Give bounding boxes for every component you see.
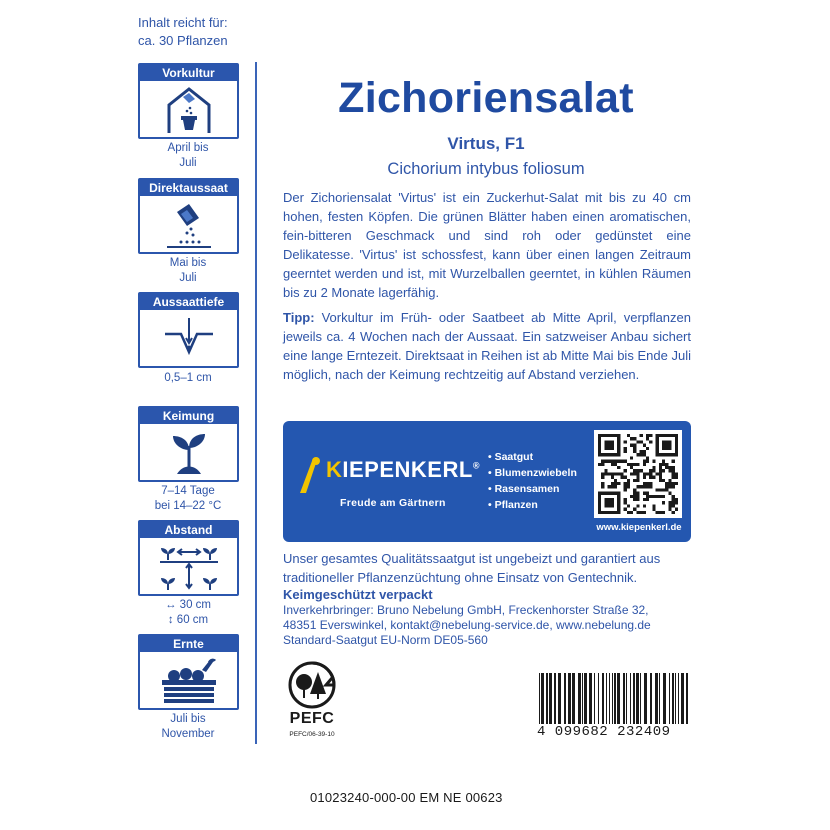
tip-body: Vorkultur im Früh- oder Saatbeet ab Mitte April, verpflanzen jeweils ca. 4 Wochen nach der Aussaat. Ein satzweiser Anbau sichert eine lange Erntezeit. Direktsaat in Reihen ist ab Mitte Mai bis Ende Juli möglich, nach der Keimung rechtzeitig auf Abstand verziehen. — [283, 310, 691, 382]
pefc-logo-icon — [282, 660, 342, 710]
tip-text — [283, 308, 691, 384]
content-amount: Inhalt reicht für: ca. 30 Pflanzen — [138, 15, 228, 48]
bullet-item: • Rasensamen — [488, 483, 560, 495]
card-title: Keimung — [140, 408, 237, 424]
bullet-item: • Saatgut — [488, 451, 534, 463]
card-abstand — [138, 520, 239, 596]
kiepenkerl-figure-icon — [296, 455, 326, 495]
caption-direktaussaat: Mai bis Juli — [169, 257, 207, 284]
brand-slogan: Freude am Gärtnern — [340, 497, 446, 509]
bullet-item: • Blumenzwiebeln — [488, 467, 577, 479]
pefc-label: PEFC — [289, 710, 335, 727]
card-vorkultur — [138, 63, 239, 139]
greenhouse-pot-icon — [159, 83, 219, 137]
card-aussaattiefe — [138, 292, 239, 368]
sowing-depth-icon — [159, 312, 219, 366]
article-code: 01023240-000-00 EM NE 00623 — [310, 790, 503, 805]
card-title: Aussaattiefe — [140, 294, 237, 310]
address-line: 48351 Everswinkel, kontakt@nebelung-service.de, www.nebelung.de — [283, 618, 651, 632]
product-title: Zichoriensalat — [338, 74, 634, 122]
seed-packet-sowing-icon — [159, 198, 219, 252]
column-divider — [255, 62, 257, 744]
spacing-icon — [154, 540, 224, 594]
barcode-number: 4 099682 232409 — [537, 724, 690, 740]
brand-logo: KIEPENKERL® — [326, 457, 480, 482]
card-title: Vorkultur — [140, 65, 237, 81]
seedling-icon — [159, 426, 219, 480]
variety-name: Virtus, F1 — [447, 134, 525, 153]
pefc-code: PEFC/06-39-10 — [289, 731, 335, 738]
keimschutz-label: Keimgeschützt verpackt — [283, 587, 433, 602]
quality-statement: Unser gesamtes Qualitätssaatgut ist ungebeizt und garantiert aus traditioneller Pflanzenzüchtung ohne Einsatz von Gentechnik. — [283, 551, 661, 585]
caption-aussaattiefe: 0,5–1 cm — [164, 372, 212, 384]
harvest-crate-icon — [154, 654, 224, 708]
brand-url: www.kiepenkerl.de — [596, 522, 682, 533]
address-line: Inverkehrbringer: Bruno Nebelung GmbH, Freckenhorster Straße 32, — [283, 603, 649, 617]
bullet-item: • Pflanzen — [488, 499, 538, 511]
card-title: Direktaussaat — [140, 180, 237, 196]
card-direktaussaat — [138, 178, 239, 254]
description-text: Der Zichoriensalat 'Virtus' ist ein Zuckerhut-Salat mit bis zu 40 cm hohen, festen Köpfen. Die grünen Blätter haben einen aromatischen, fein-bitteren Geschmack und sind roh oder gedünstet eine Delikatesse. 'Virtus' ist schossfest, kann über einen langen Zeitraum geerntet werden und ist, mit Wurzelballen geerntet, in kühlen Räumen bis zu 2 Monate lagerfähig. — [283, 190, 691, 300]
caption-keimung: 7–14 Tage bei 14–22 °C — [154, 485, 222, 512]
card-title: Ernte — [140, 636, 237, 652]
card-ernte — [138, 634, 239, 710]
qr-code-icon — [594, 430, 682, 518]
card-keimung — [138, 406, 239, 482]
caption-vorkultur: April bis Juli — [167, 142, 209, 169]
caption-ernte: Juli bis November — [161, 713, 215, 740]
caption-abstand: ↔ 30 cm ↕ 60 cm — [164, 599, 211, 626]
card-title: Abstand — [140, 522, 237, 538]
latin-name: Cichorium intybus foliosum — [387, 160, 585, 178]
tip-label: Tipp: — [283, 310, 315, 325]
address-line: Standard-Saatgut EU-Norm DE05-560 — [283, 633, 488, 647]
